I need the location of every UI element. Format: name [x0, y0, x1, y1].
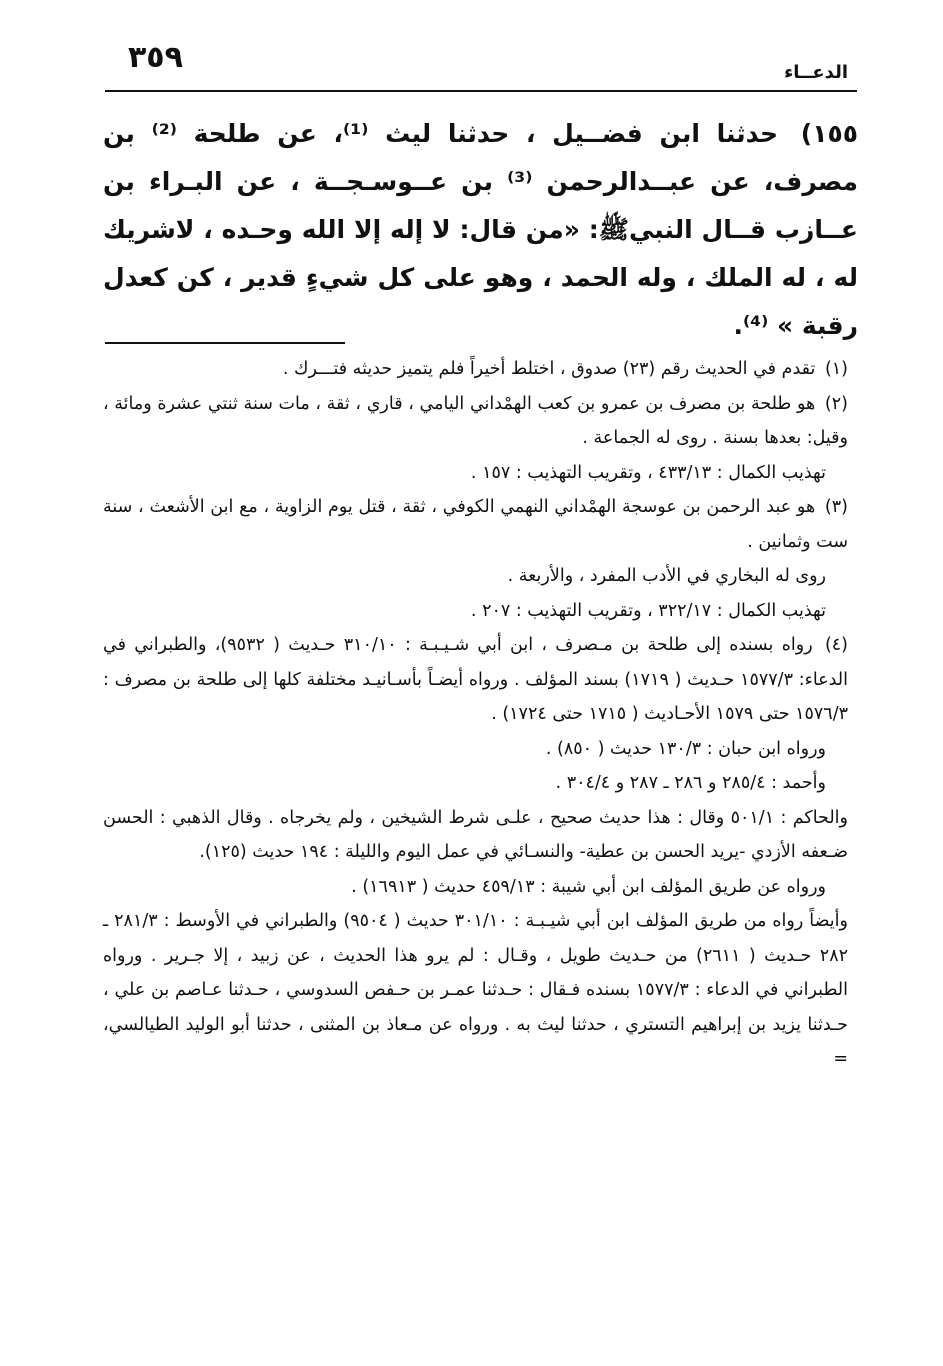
footnote-text: هو عبد الرحمن بن عوسجة الهمْداني النهمي الكوفي ، ثقة ، قتل يوم الزاوية ، مع ابن الأشعث ، سنة ست وثمانين . — [103, 497, 848, 552]
footnote-4-ibn-abi-shayba: ورواه عن طريق المؤلف ابن أبي شيبة : ٤٥٩/١٣ حديث ( ١٦٩١٣) . — [351, 876, 826, 897]
footnote-2 — [103, 387, 848, 456]
footnote-mark: (١) — [824, 359, 848, 379]
footnote-3-reference: تهذيب الكمال : ٣٢٢/١٧ ، وتقريب التهذيب : ٢٠٧ . — [470, 600, 826, 621]
footnote-3-narrators: روى له البخاري في الأدب المفرد ، والأربعة . — [507, 566, 826, 586]
footnote-text: هو طلحة بن مصرف بن عمرو بن كعب الهمْداني اليامي ، قاري ، ثقة ، مات سنة ثنتي عشرة ومائة ، وقيل: بعدها بسنة . روى له الجماعة . — [103, 393, 848, 448]
footnote-2-reference: تهذيب الكمال : ٤٣٣/١٣ ، وتقريب التهذيب : ١٥٧ . — [470, 462, 826, 483]
hadith-isnad: حدثنا ابن فضــيل ، حدثنا ليث ⁽¹⁾، عن طلحة ⁽²⁾ بن مصرف، عن عبــدالرحمن ⁽³⁾ بن عــوسـجــة ، عن البـراء بن عــازب قــال النبيﷺ: — [103, 119, 858, 244]
footnote-4-ahmad: وأحمد : ٢٨٥/٤ و ٢٨٦ ـ ٢٨٧ و ٣٠٤/٤ . — [555, 773, 826, 793]
footnote-mark: (٤) — [824, 635, 848, 655]
hadith-saying: «من قال: لا إله إلا الله وحـده ، لاشريك له ، له الملك ، وله الحمد ، وهو على كل شيءٍ قدير ، كن كعدل رقبة » ⁽⁴⁾. — [103, 215, 858, 340]
footnote-text: تقدم في الحديث رقم (٢٣) صدوق ، اختلط أخيراً فلم يتميز حديثه فتـــرك . — [282, 359, 816, 379]
hadith-text — [103, 110, 858, 350]
footnote-4 — [103, 628, 848, 732]
running-title: الدعــاء — [784, 62, 848, 83]
footnote-3 — [103, 490, 848, 559]
page-number: ٣٥٩ — [128, 40, 183, 75]
footnote-1 — [103, 352, 848, 387]
footnote-separator — [105, 342, 345, 344]
footnote-4-tabarani: وأيضاً رواه من طريق المؤلف ابن أبي شيـبـة : ٣٠١/١٠ حديث ( ٩٥٠٤) والطبراني في الأوسط : ٢٨١/٣ ـ ٢٨٢ حـديث ( ٢٦١١) من حـديث طويل ، وقـال : لم يرو هذا الحديث ، عن زبيد ، إلا جـرير . ورواه الطبراني في الدعاء : ١٥٧٧/٣ بسنده فـقال : حـدثنا عمـر بن حـفص السدوسي ، حـدثنا عـاصم بن علي ، حـدثنا يزيد بن إبراهيم التستري ، حدثنا ليث به . ورواه عن مـعاذ بن المثنى ، حدثنا أبو الوليد الطيالسي، = — [103, 911, 848, 1069]
footnotes — [103, 352, 848, 1077]
footnote-text: رواه بسنده إلى طلحة بن مـصرف ، ابن أبي شـيـبـة : ٣١٠/١٠ حـديث ( ٩٥٣٢)، والطبراني في الدعاء: ١٥٧٧/٣ حـديث ( ١٧١٩) بسند المؤلف . ورواه أيضـاً بأسـانيـد مختلفة كلها إلى طلحة بن مصرف : ١٥٧٦/٣ حتى ١٥٧٩ الأحـاديث ( ١٧١٥ حتى ١٧٢٤) . — [103, 635, 848, 724]
footnote-4-hakim: والحاكم : ٥٠١/١ وقال : هذا حديث صحيح ، علـى شرط الشيخين ، ولم يخرجاه . وقال الذهبي : الحسن ضـعفه الأزدي -يريد الحسن بن عطية- والنسـائي في عمل اليوم والليلة : ١٩٤ حديث (١٢٥). — [103, 807, 848, 862]
footnote-4-ibn-hibban: ورواه ابن حبان : ١٣٠/٣ حديث ( ٨٥٠) . — [545, 738, 826, 759]
footnote-mark: (٢) — [824, 393, 848, 414]
hadith-number: ١٥٥) — [800, 119, 858, 148]
header-rule — [105, 90, 857, 92]
footnote-mark: (٣) — [824, 497, 848, 517]
